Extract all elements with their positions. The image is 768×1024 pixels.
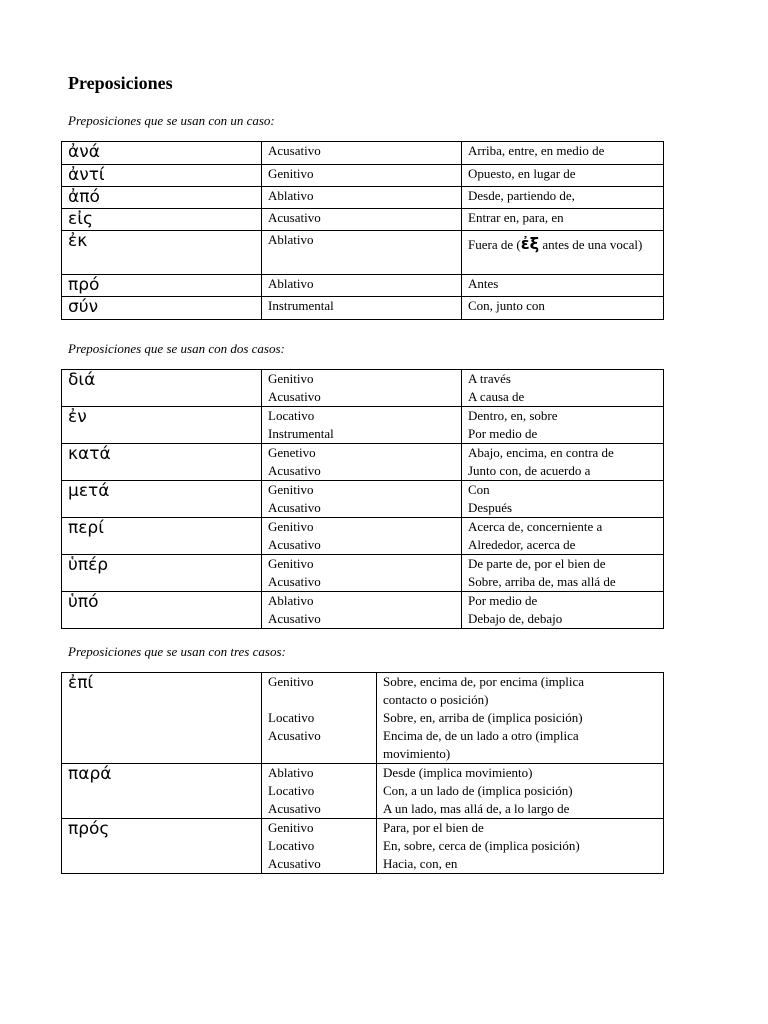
greek-variant: ἐξ	[520, 234, 540, 253]
table-row	[62, 764, 664, 819]
table-row	[62, 142, 664, 165]
case-label: Acusativo	[268, 728, 321, 743]
greek-preposition: πρός	[62, 819, 262, 874]
meaning-line: Desde (implica movimiento)	[383, 765, 533, 780]
case-label: Acusativo	[268, 574, 321, 589]
meaning-cell	[462, 275, 664, 297]
grammatical-case-cell	[262, 165, 462, 187]
case-label: Genitivo	[268, 674, 314, 689]
meaning-cell	[462, 481, 664, 518]
case-label: Acusativo	[268, 801, 321, 816]
greek-preposition: παρά	[62, 764, 262, 819]
table-row	[62, 518, 664, 555]
meaning-line: Encima de, de un lado a otro (implica	[383, 728, 579, 743]
meaning-cell	[462, 592, 664, 629]
meaning-line: Junto con, de acuerdo a	[468, 463, 591, 478]
grammatical-case-cell	[262, 142, 462, 165]
case-label: Locativo	[268, 710, 315, 725]
case-label: Genitivo	[268, 371, 314, 386]
meaning-cell	[462, 370, 664, 407]
meaning-cell	[462, 444, 664, 481]
table-row	[62, 187, 664, 209]
case-label: Acusativo	[268, 210, 321, 225]
grammatical-case-cell	[262, 187, 462, 209]
grammatical-case-cell	[262, 592, 462, 629]
meaning-line: contacto o posición)	[383, 692, 489, 707]
meaning-line: Por medio de	[468, 593, 538, 608]
section-caption-one-case: Preposiciones que se usan con un caso:	[68, 113, 275, 128]
grammatical-case-cell	[262, 297, 462, 320]
greek-preposition: ἐπί	[62, 673, 262, 764]
meaning-line: A través	[468, 371, 511, 386]
case-label: Ablativo	[268, 232, 314, 247]
meaning-line: movimiento)	[383, 746, 451, 761]
section-caption-two-cases: Preposiciones que se usan con dos casos:	[68, 341, 285, 356]
meaning-line	[468, 231, 657, 254]
greek-preposition: ἀντί	[62, 165, 262, 187]
prepositions-table-three-cases	[61, 672, 664, 874]
greek-preposition: ἐν	[62, 407, 262, 444]
grammatical-case-cell	[262, 481, 462, 518]
grammatical-case-cell	[262, 370, 462, 407]
greek-preposition: ἀπό	[62, 187, 262, 209]
meaning-line: Acerca de, concerniente a	[468, 519, 603, 534]
case-label: Genitivo	[268, 166, 314, 181]
greek-preposition: ἐκ	[62, 231, 262, 275]
greek-preposition: σύν	[62, 297, 262, 320]
case-label	[268, 745, 370, 763]
meaning-suffix: antes de una vocal)	[539, 237, 643, 252]
grammatical-case-cell	[262, 764, 377, 819]
table-row	[62, 209, 664, 231]
meaning-line: Con	[468, 482, 490, 497]
table-row	[62, 481, 664, 518]
meaning-line: Entrar en, para, en	[468, 210, 564, 225]
table-row	[62, 555, 664, 592]
case-label: Genetivo	[268, 445, 316, 460]
case-label: Ablativo	[268, 765, 314, 780]
greek-preposition: ὑπέρ	[62, 555, 262, 592]
meaning-line: Abajo, encima, en contra de	[468, 445, 614, 460]
meaning-line: Hacia, con, en	[383, 856, 458, 871]
meaning-line: Sobre, en, arriba de (implica posición)	[383, 710, 583, 725]
case-label: Ablativo	[268, 188, 314, 203]
meaning-line: Debajo de, debajo	[468, 611, 563, 626]
section-caption-three-cases: Preposiciones que se usan con tres casos:	[68, 644, 286, 659]
meaning-line: Para, por el bien de	[383, 820, 484, 835]
meaning-cell	[377, 819, 664, 874]
meaning-cell	[462, 142, 664, 165]
case-label: Genitivo	[268, 820, 314, 835]
greek-preposition: ἀνά	[62, 142, 262, 165]
meaning-line: Antes	[468, 276, 499, 291]
table-row	[62, 819, 664, 874]
case-label: Acusativo	[268, 389, 321, 404]
grammatical-case-cell	[262, 407, 462, 444]
case-label: Locativo	[268, 783, 315, 798]
page-title: Preposiciones	[68, 73, 173, 93]
meaning-line: Alrededor, acerca de	[468, 537, 576, 552]
table-row	[62, 275, 664, 297]
greek-preposition: διά	[62, 370, 262, 407]
greek-preposition: ὑπό	[62, 592, 262, 629]
case-label: Acusativo	[268, 611, 321, 626]
greek-preposition: κατά	[62, 444, 262, 481]
meaning-line: Con, a un lado de (implica posición)	[383, 783, 573, 798]
case-label: Acusativo	[268, 500, 321, 515]
meaning-cell	[377, 673, 664, 764]
case-label: Acusativo	[268, 143, 321, 158]
case-label: Genitivo	[268, 556, 314, 571]
table-row	[62, 231, 664, 275]
meaning-line: Por medio de	[468, 426, 538, 441]
table-row	[62, 592, 664, 629]
greek-preposition: εἰς	[62, 209, 262, 231]
grammatical-case-cell	[262, 231, 462, 275]
greek-preposition: περί	[62, 518, 262, 555]
case-label: Acusativo	[268, 537, 321, 552]
table-row	[62, 673, 664, 764]
meaning-cell	[462, 165, 664, 187]
case-label: Instrumental	[268, 426, 334, 441]
grammatical-case-cell	[262, 275, 462, 297]
meaning-cell	[462, 187, 664, 209]
table-row	[62, 370, 664, 407]
meaning-line: A un lado, mas allá de, a lo largo de	[383, 801, 570, 816]
case-label: Instrumental	[268, 298, 334, 313]
table-row	[62, 444, 664, 481]
meaning-cell	[462, 297, 664, 320]
case-label: Locativo	[268, 408, 315, 423]
meaning-cell	[462, 555, 664, 592]
case-label: Genitivo	[268, 519, 314, 534]
meaning-line: En, sobre, cerca de (implica posición)	[383, 838, 580, 853]
case-label: Genitivo	[268, 482, 314, 497]
case-label: Locativo	[268, 838, 315, 853]
case-label: Acusativo	[268, 463, 321, 478]
grammatical-case-cell	[262, 518, 462, 555]
case-label: Acusativo	[268, 856, 321, 871]
case-label: Ablativo	[268, 593, 314, 608]
meaning-cell	[462, 231, 664, 275]
meaning-line: Después	[468, 500, 513, 515]
meaning-cell	[462, 518, 664, 555]
meaning-line: Opuesto, en lugar de	[468, 166, 576, 181]
case-label: Ablativo	[268, 276, 314, 291]
grammatical-case-cell	[262, 209, 462, 231]
meaning-line: Arriba, entre, en medio de	[468, 143, 605, 158]
meaning-prefix: Fuera de (	[468, 237, 521, 252]
meaning-line: Con, junto con	[468, 298, 545, 313]
meaning-line: Dentro, en, sobre	[468, 408, 558, 423]
meaning-cell	[377, 764, 664, 819]
grammatical-case-cell	[262, 555, 462, 592]
prepositions-table-two-cases	[61, 369, 664, 629]
table-row	[62, 297, 664, 320]
table-row	[62, 165, 664, 187]
meaning-cell	[462, 209, 664, 231]
greek-preposition: πρό	[62, 275, 262, 297]
meaning-cell	[462, 407, 664, 444]
grammatical-case-cell	[262, 444, 462, 481]
meaning-line: Sobre, arriba de, mas allá de	[468, 574, 616, 589]
greek-preposition: μετά	[62, 481, 262, 518]
meaning-line: De parte de, por el bien de	[468, 556, 606, 571]
grammatical-case-cell	[262, 819, 377, 874]
case-label	[268, 691, 370, 709]
meaning-line: Desde, partiendo de,	[468, 188, 575, 203]
prepositions-table-one-case	[61, 141, 664, 320]
meaning-line: Sobre, encima de, por encima (implica	[383, 674, 585, 689]
meaning-line: A causa de	[468, 389, 525, 404]
grammatical-case-cell	[262, 673, 377, 764]
table-row	[62, 407, 664, 444]
